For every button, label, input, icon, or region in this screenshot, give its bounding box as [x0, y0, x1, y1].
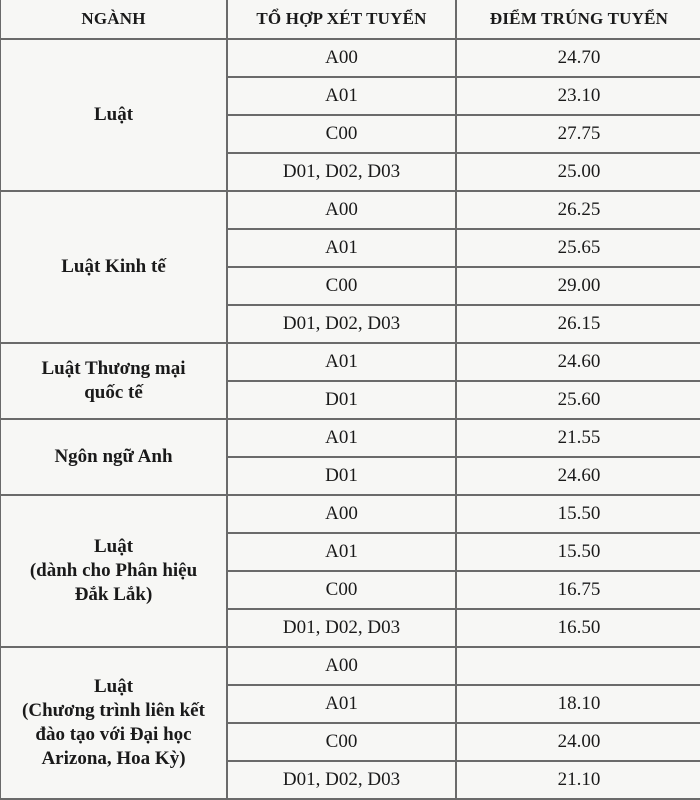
table-row: [0, 39, 700, 77]
score-cell: 25.60: [456, 381, 700, 419]
score-cell: 24.60: [456, 343, 700, 381]
major-cell: Luật: [0, 39, 227, 191]
combo-cell: D01: [227, 457, 456, 495]
score-cell: 25.65: [456, 229, 700, 267]
score-cell: 15.50: [456, 495, 700, 533]
score-cell: 21.55: [456, 419, 700, 457]
combo-cell: C00: [227, 723, 456, 761]
major-cell: Luật (dành cho Phân hiệu Đắk Lắk): [0, 495, 227, 647]
table-row: [0, 495, 700, 533]
score-cell: 29.00: [456, 267, 700, 305]
score-cell: [456, 647, 700, 685]
score-cell: 23.10: [456, 77, 700, 115]
combo-cell: A01: [227, 685, 456, 723]
score-cell: 15.50: [456, 533, 700, 571]
major-cell: Luật Kinh tế: [0, 191, 227, 343]
combo-cell: A01: [227, 229, 456, 267]
combo-cell: D01, D02, D03: [227, 153, 456, 191]
score-cell: 25.00: [456, 153, 700, 191]
combo-cell: A00: [227, 495, 456, 533]
table-row: [0, 191, 700, 229]
table-row: [0, 419, 700, 457]
combo-cell: A00: [227, 39, 456, 77]
combo-cell: C00: [227, 571, 456, 609]
header-major: NGÀNH: [0, 0, 227, 39]
score-cell: 21.10: [456, 761, 700, 799]
combo-cell: A00: [227, 647, 456, 685]
score-cell: 27.75: [456, 115, 700, 153]
header-combo: TỔ HỢP XÉT TUYỂN: [227, 0, 456, 39]
score-cell: 18.10: [456, 685, 700, 723]
combo-cell: A01: [227, 533, 456, 571]
major-cell: Luật Thương mại quốc tế: [0, 343, 227, 419]
combo-cell: A01: [227, 77, 456, 115]
major-cell: Luật (Chương trình liên kết đào tạo với Đại học Arizona, Hoa Kỳ): [0, 647, 227, 799]
table-row: [0, 647, 700, 685]
header-score: ĐIỂM TRÚNG TUYỂN: [456, 0, 700, 39]
combo-cell: C00: [227, 267, 456, 305]
score-cell: 24.60: [456, 457, 700, 495]
header-row: [0, 0, 700, 39]
score-cell: 16.75: [456, 571, 700, 609]
combo-cell: D01, D02, D03: [227, 761, 456, 799]
score-cell: 26.25: [456, 191, 700, 229]
combo-cell: D01: [227, 381, 456, 419]
score-cell: 16.50: [456, 609, 700, 647]
score-cell: 24.70: [456, 39, 700, 77]
combo-cell: A01: [227, 419, 456, 457]
combo-cell: D01, D02, D03: [227, 609, 456, 647]
score-cell: 24.00: [456, 723, 700, 761]
combo-cell: D01, D02, D03: [227, 305, 456, 343]
score-cell: 26.15: [456, 305, 700, 343]
major-cell: Ngôn ngữ Anh: [0, 419, 227, 495]
combo-cell: A00: [227, 191, 456, 229]
combo-cell: A01: [227, 343, 456, 381]
table-row: [0, 343, 700, 381]
combo-cell: C00: [227, 115, 456, 153]
